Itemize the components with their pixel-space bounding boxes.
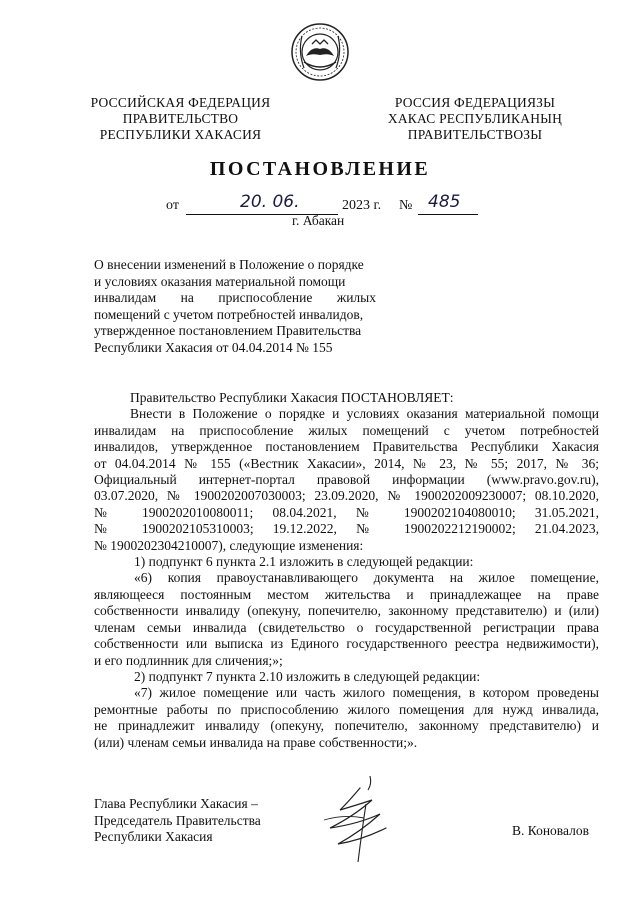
subject-line: помещений с учетом потребностей инвалидов,: [94, 306, 364, 322]
handwritten-date: 20. 06.: [240, 192, 300, 212]
number-underline: [418, 214, 478, 215]
signatory-title: [94, 796, 261, 846]
decree-line: Правительство Республики Хакасия ПОСТАНОВЛЯЕТ:: [130, 390, 454, 405]
intro-line: 03.07.2020, № 1900202007030003; 23.09.2020, № 1900202009230007; 08.10.2020,: [94, 488, 599, 504]
header-left-line-1: РОССИЙСКАЯ ФЕДЕРАЦИЯ: [90, 95, 271, 110]
subject-line: инвалидам на приспособление жилых: [94, 290, 376, 305]
number-sign: №: [399, 198, 413, 213]
subject-line: утвержденное постановлением Правительства: [94, 323, 362, 338]
document-title: ПОСТАНОВЛЕНИЕ: [209, 158, 431, 180]
intro-line: № 1900202010080011; 08.04.2021, № 1900202104080010; 31.05.2021,: [94, 504, 599, 520]
intro-line: № 1900202105310003; 19.12.2022, № 1900202212190002; 21.04.2023,: [94, 521, 599, 537]
signatory-name: В. Коновалов: [512, 823, 589, 838]
quote2-line: не принадлежит инвалиду (опекуну, попечителю, законному представителю) и: [94, 718, 599, 734]
intro-line: инвалидов, утвержденное постановлением Правительства Республики Хакасия: [94, 439, 599, 455]
intro-line: инвалидам на приспособление жилых помещений с учетом потребностей: [94, 422, 599, 438]
subject-block: [94, 257, 376, 356]
subject-line: О внесении изменений в Положение о порядке: [94, 257, 364, 272]
header-right: [385, 95, 565, 143]
amendment-item-1: 1) подпункт 6 пункта 2.1 изложить в следующей редакции:: [134, 554, 474, 570]
quote2-line: ремонтные работы по приспособлению жилого помещения для нужд инвалида,: [94, 701, 599, 717]
quote1-line: собственности или выписка из Единого государственного реестра недвижимости),: [94, 636, 599, 652]
subject-line: и условиях оказания материальной помощи: [94, 273, 346, 289]
intro-line: Официальный интернет-портал правовой информации (www.pravo.gov.ru),: [94, 472, 599, 488]
coat-of-arms-emblem: [290, 22, 350, 82]
quote2-line: «7) жилое помещение или часть жилого помещения, в котором проведены: [134, 685, 599, 701]
signatory-title-line: Председатель Правительства: [94, 812, 261, 828]
header-right-line-2: ХАКАС РЕСПУБЛИКАНЫҢ: [387, 111, 563, 126]
quote1-line: собственности инвалиду (опекуну, попечителю, законному представителю) и (или): [94, 603, 599, 619]
document-body: [94, 390, 599, 751]
date-year: 2023 г.: [342, 198, 382, 213]
header-left-line-3: РЕСПУБЛИКИ ХАКАСИЯ: [99, 127, 262, 142]
handwritten-number: 485: [428, 192, 461, 212]
city-name: г. Абакан: [292, 213, 345, 228]
handwritten-signature: [300, 770, 410, 870]
intro-line: № 1900202304210007), следующие изменения:: [94, 537, 364, 553]
header-right-line-1: РОССИЯ ФЕДЕРАЦИЯЗЫ: [394, 95, 556, 110]
amendment-item-2: 2) подпункт 7 пункта 2.10 изложить в следующей редакции:: [134, 668, 481, 684]
header-left-line-2: ПРАВИТЕЛЬСТВО: [122, 111, 239, 126]
quote2-line: (или) членам семьи инвалида на праве собственности;».: [94, 734, 418, 750]
header-left: [88, 95, 273, 143]
quote1-line: «6) копия правоустанавливающего документа на жилое помещение,: [134, 570, 599, 586]
intro-line: от 04.04.2014 № 155 («Вестник Хакасии», 2014, № 23, № 55; 2017, № 36;: [94, 455, 599, 471]
header-right-line-3: ПРАВИТЕЛЬСТВОЗЫ: [407, 127, 543, 142]
date-prefix: от: [166, 198, 179, 213]
subject-line: Республики Хакасия от 04.04.2014 № 155: [94, 339, 333, 355]
intro-line: Внести в Положение о порядке и условиях оказания материальной помощи: [130, 406, 599, 422]
signatory-title-line: Глава Республики Хакасия –: [94, 796, 258, 811]
quote1-line: членам семьи инвалида (свидетельство о государственной регистрации права: [94, 619, 599, 635]
quote1-line: являющееся постоянным местом жительства и принадлежащее на праве: [94, 586, 599, 602]
signatory-title-line: Республики Хакасия: [94, 829, 213, 844]
quote1-line: и его подлинник для сличения;»;: [94, 652, 283, 668]
